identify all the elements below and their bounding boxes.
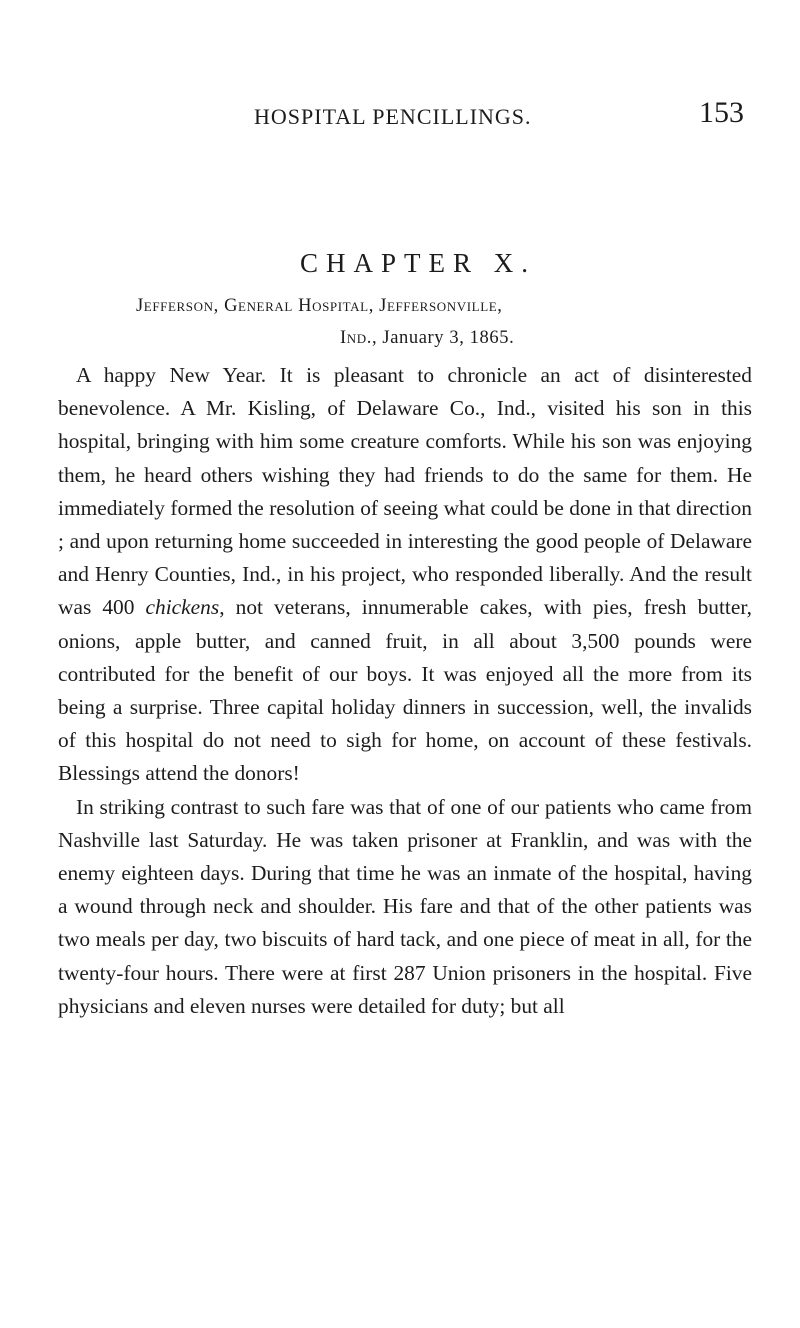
dateline-state: Ind., (340, 328, 378, 348)
paragraph-1-italic: chickens (145, 595, 220, 620)
page-number: 153 (699, 96, 744, 129)
dateline-second-line (136, 322, 756, 354)
dateline-date: January 3, 1865. (377, 328, 515, 348)
paragraph-1-part-2: , not veterans, innumerable cakes, with pies, fresh butter, onions, apple butter, and canned fruit, in all about 3,500 pounds were contributed for the benefit of our boys. It was enjoyed all the more from its being a surprise. Three capital holiday dinners in succession, well, the invalids of this hospital do not need to sigh for home, on account of these festivals. Blessings attend the donors! (58, 595, 752, 786)
running-title: HOSPITAL PENCILLINGS. (254, 104, 532, 129)
paragraph-1-part-1: A happy New Year. It is pleasant to chronicle an act of disinterested benevolence. A Mr. Kisling, of Delaware Co., Ind., visited his son in this hospital, bringing with him some creature comforts. While his son was enjoying them, he heard others wishing they had friends to do the same for them. He immediately formed the resolution of seeing what could be done in that direction ; and upon returning home succeeded in interesting the good people of Delaware and Henry Counties, Ind., in his project, who responded liberally. And the result was 400 (58, 363, 752, 620)
dateline (136, 290, 756, 354)
dateline-place: Jefferson, General Hospital, Jeffersonville, (136, 296, 503, 316)
running-head (58, 96, 744, 140)
paragraph-1 (58, 359, 752, 791)
paragraph-2: In striking contrast to such fare was that of one of our patients who came from Nashville last Saturday. He was taken prisoner at Franklin, and was with the enemy eighteen days. During that time he was an inmate of the hospital, having a wound through neck and shoulder. His fare and that of the other patients was two meals per day, two biscuits of hard tack, and one piece of meat in all, for the twenty-four hours. There were at first 287 Union prisoners in the hospital. Five physicians and eleven nurses were detailed for duty; but all (58, 794, 752, 1018)
chapter-title: CHAPTER X. (299, 248, 536, 278)
body-text (58, 359, 752, 1023)
